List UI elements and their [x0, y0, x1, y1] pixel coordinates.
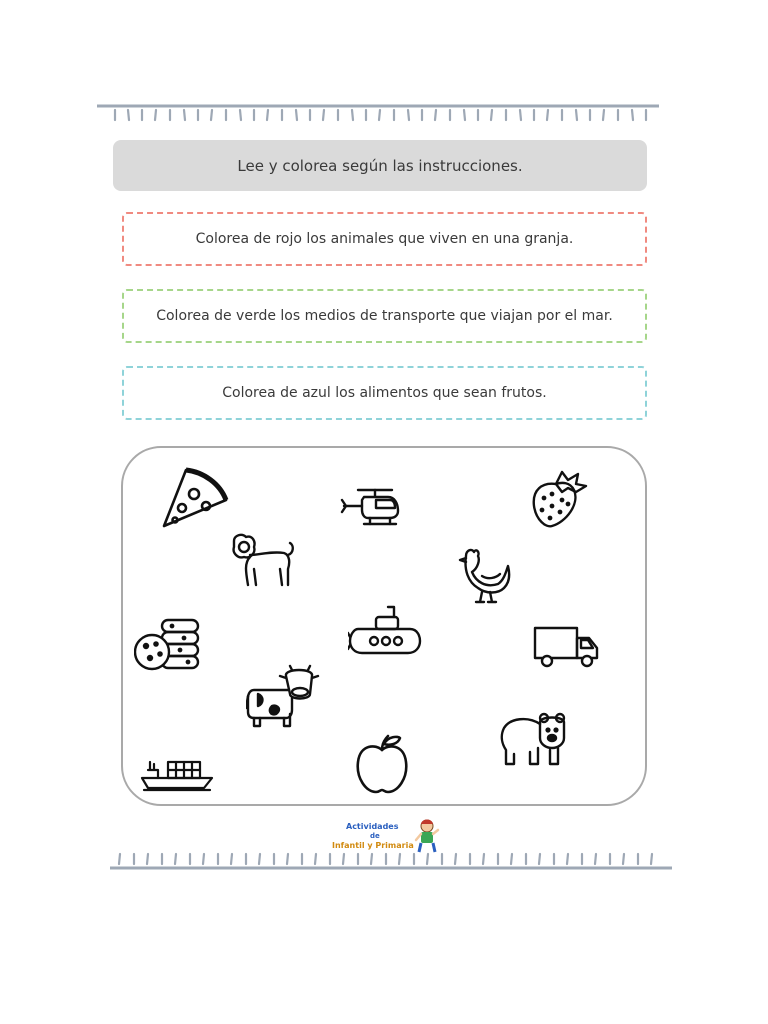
bear-icon[interactable]: [500, 710, 568, 766]
pizza-icon[interactable]: [158, 464, 232, 530]
bottom-ruler-decoration: [0, 846, 768, 876]
logo-line-1: Actividades: [346, 822, 399, 831]
submarine-icon[interactable]: [348, 603, 422, 659]
strawberry-icon[interactable]: [528, 466, 588, 530]
ship-icon[interactable]: [140, 756, 214, 792]
top-ruler-decoration: [0, 0, 768, 130]
logo-line-2: de: [370, 832, 380, 840]
instruction-red: Colorea de rojo los animales que viven en una granja.: [122, 212, 647, 266]
instruction-blue: Colorea de azul los alimentos que sean frutos.: [122, 366, 647, 420]
helicopter-icon[interactable]: [340, 486, 402, 528]
logo-line-3: Infantil y Primaria: [332, 841, 414, 850]
chicken-icon[interactable]: [458, 546, 512, 604]
truck-icon[interactable]: [533, 626, 601, 668]
worksheet-title: Lee y colorea según las instrucciones.: [113, 140, 647, 191]
cookies-icon[interactable]: [134, 616, 202, 672]
cow-icon[interactable]: [246, 664, 320, 730]
instruction-green: Colorea de verde los medios de transporte que viajan por el mar.: [122, 289, 647, 343]
lion-icon[interactable]: [228, 533, 296, 589]
apple-icon[interactable]: [354, 734, 410, 794]
